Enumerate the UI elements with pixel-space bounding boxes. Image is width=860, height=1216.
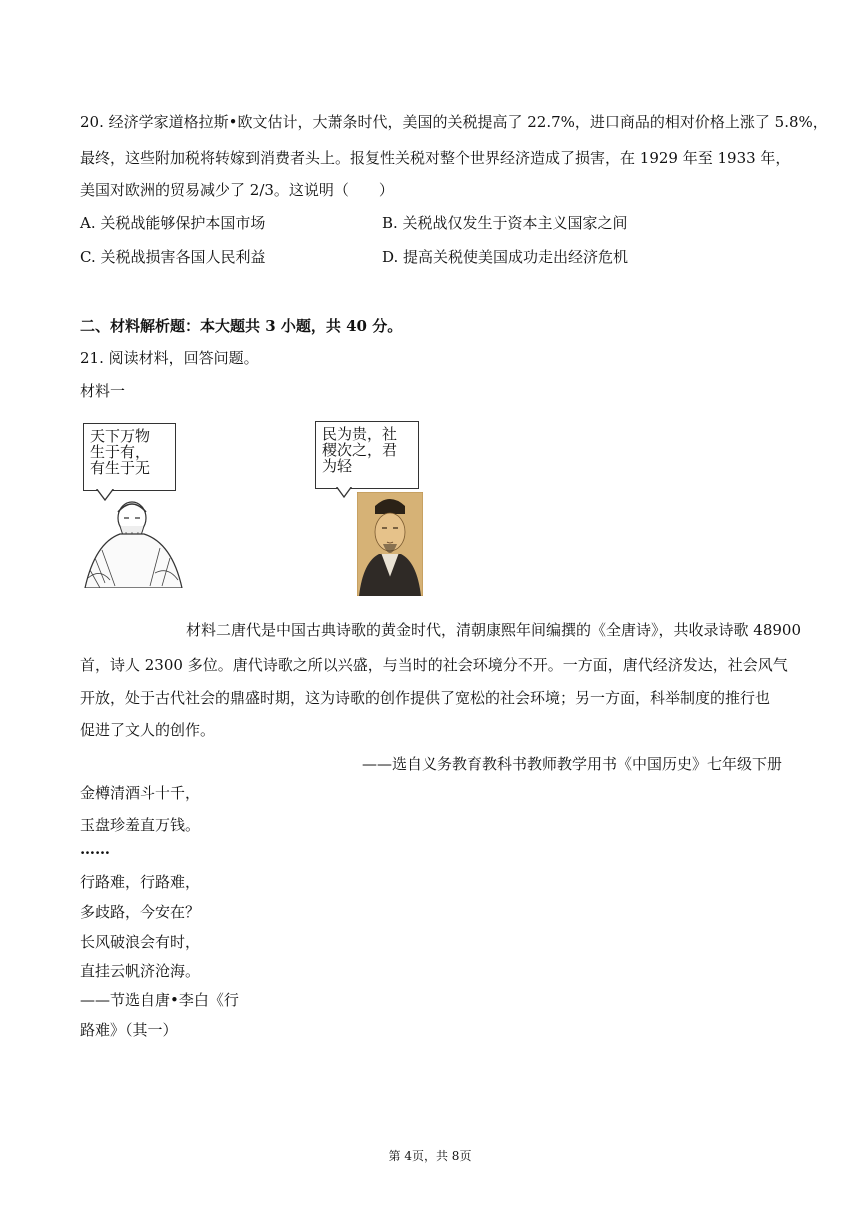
page-number: 第 4页，共 8页 — [388, 1149, 472, 1163]
speech-bubble-left — [83, 423, 176, 491]
option-d: D. 提高关税使美国成功走出经济危机 — [382, 248, 629, 266]
laozi-portrait — [80, 488, 190, 588]
poem-line-3: 行路难，行路难， — [80, 873, 201, 891]
material-2-line-2: 首，诗人 2300 多位。唐代诗歌之所以兴盛，与当时的社会环境分不开。一方面，唐代经济发达，社会风气 — [80, 656, 788, 674]
bubble-right-line-3: 为轻 — [322, 457, 353, 475]
poem-line-2: 玉盘珍羞直万钱。 — [80, 816, 201, 834]
speech-bubble-right — [315, 421, 419, 489]
material-2-line-3: 开放，处于古代社会的鼎盛时期，这为诗歌的创作提供了宽松的社会环境；另一方面，科举制度的推行也 — [80, 689, 771, 707]
poem-attribution-line-1: ——节选自唐•李白《行 — [80, 991, 239, 1009]
material-2-line-4: 促进了文人的创作。 — [80, 721, 216, 739]
material-2-line-1: 材料二唐代是中国古典诗歌的黄金时代，清朝康熙年间编撰的《全唐诗》，共收录诗歌 48900 — [186, 621, 801, 639]
option-a: A. 关税战能够保护本国市场 — [80, 214, 266, 232]
poem-line-5: 长风破浪会有时， — [80, 933, 201, 951]
mencius-portrait — [357, 492, 423, 596]
speech-bubble-right-tail — [334, 486, 354, 498]
section-2-heading: 二、材料解析题：本大题共 3 小题，共 40 分。 — [80, 317, 403, 335]
poem-line-1: 金樽清酒斗十千， — [80, 784, 201, 802]
option-b: B. 关税战仅发生于资本主义国家之间 — [382, 214, 628, 232]
poem-attribution-line-2: 路难》（其一） — [80, 1021, 178, 1039]
poem-line-4: 多歧路，今安在？ — [80, 903, 201, 921]
bubble-left-line-3: 有生于无 — [90, 459, 151, 477]
poem-line-6: 直挂云帆济沧海。 — [80, 962, 201, 980]
bubble-right-line-1: 民为贵，社 — [322, 425, 398, 443]
poem-ellipsis: …… — [80, 840, 110, 858]
question-21-prompt: 21. 阅读材料，回答问题。 — [80, 349, 259, 367]
material-2-source: ——选自义务教育教科书教师教学用书《中国历史》七年级下册 — [361, 755, 782, 773]
question-20-line-2: 最终，这些附加税将转嫁到消费者头上。报复性关税对整个世界经济造成了损害，在 1929 年至 1933 年， — [80, 149, 791, 167]
question-20-line-3: 美国对欧洲的贸易减少了 2/3。这说明（ ） — [80, 181, 394, 199]
option-c: C. 关税战损害各国人民利益 — [80, 248, 266, 266]
bubble-left-line-1: 天下万物 — [90, 427, 151, 445]
bubble-right-line-2: 稷次之，君 — [322, 441, 398, 459]
bubble-left-line-2: 生于有， — [90, 443, 151, 461]
question-20-line-1: 20. 经济学家道格拉斯•欧文估计，大萧条时代，美国的关税提高了 22.7%，进口商品的相对价格上涨了 5.8%， — [80, 113, 828, 131]
material-1-label: 材料一 — [80, 382, 126, 400]
